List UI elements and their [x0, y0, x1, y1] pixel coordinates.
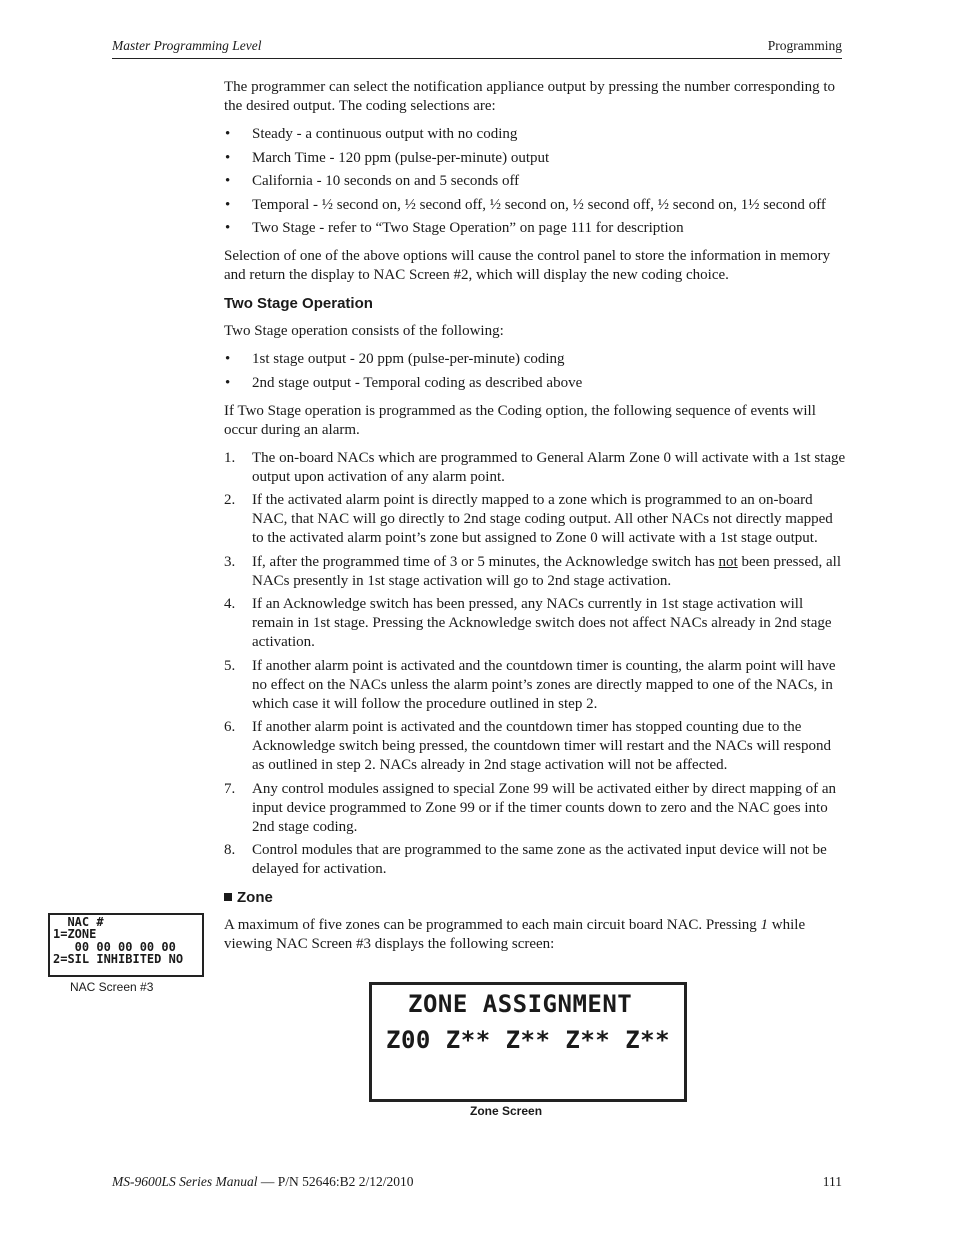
list-item [224, 841, 846, 879]
selection-paragraph: Selection of one of the above options will cause the control panel to store the information in memory and return the display to NAC Screen #2, which will display the new coding choice. [224, 248, 831, 283]
coding-options-list [224, 125, 846, 238]
list-item [224, 780, 846, 837]
sequence-intro: If Two Stage operation is programmed as the Coding option, the following sequence of events will occur during an alarm. [224, 402, 816, 438]
list-item [224, 718, 846, 775]
lcd-line: 2=SIL INHIBITED NO [53, 951, 184, 966]
two-stage-list [224, 350, 846, 393]
page-number: 111 [822, 1174, 842, 1189]
two-stage-intro: Two Stage operation consists of the following: [224, 323, 504, 339]
zone-text-after: while viewing NAC Screen #3 displays the following screen: [224, 917, 806, 952]
footer-manual-info [112, 1174, 414, 1190]
step-text: If another alarm point is activated and the countdown timer is counting, the alarm point will have no effect on the NACs unless the alarm point’s zones are directly mapped to one of the NACs, in which case it will follow the procedure outlined in step 2. [252, 657, 836, 712]
list-item [224, 553, 846, 591]
nac-screen-display [48, 913, 204, 977]
list-item: • March Time - 120 ppm (pulse-per-minute) output [224, 149, 846, 168]
list-item: • Two Stage - refer to “Two Stage Operation” on page 111 for description [224, 219, 846, 238]
intro-paragraph: The programmer can select the notification appliance output by pressing the number corresponding to the desired output. The coding selections are: [224, 79, 836, 114]
step-text-after: been pressed, all NACs presently in 1st stage activation will go to 2nd stage activation. [252, 553, 842, 589]
step-text: The on-board NACs which are programmed to General Alarm Zone 0 will activate with a 1st stage output upon activation of any alarm point. [252, 449, 846, 485]
zone-text-before: A maximum of five zones can be programmed to each main circuit board NAC. Pressing [224, 917, 761, 933]
list-item: • 2nd stage output - Temporal coding as described above [224, 374, 846, 393]
zone-screen-display [369, 982, 687, 1102]
step-number: 5. [224, 657, 236, 674]
step-number: 1. [224, 449, 236, 466]
step-number: 6. [224, 719, 236, 735]
step-text: If an Acknowledge switch has been pressed, any NACs currently in 1st stage activation will remain in 1st stage. Pressing the Acknowledge switch does not affect NACs already in 2nd stage activation. [252, 596, 832, 650]
footer-manual-title: MS-9600LS Series Manual [112, 1174, 258, 1189]
header-section-title: Master Programming Level [112, 38, 262, 53]
sequence-steps [224, 449, 846, 880]
main-content [224, 78, 846, 963]
list-item: • Temporal - ½ second on, ½ second off, ½ second on, ½ second off, ½ second on, 1½ second off [224, 196, 846, 215]
header-chapter: Programming [767, 38, 842, 53]
step-number: 3. [224, 553, 236, 570]
list-item: • 1st stage output - 20 ppm (pulse-per-minute) coding [224, 350, 846, 369]
step-number: 7. [224, 780, 236, 797]
step-number: 2. [224, 492, 236, 508]
list-item: • Steady - a continuous output with no coding [224, 125, 846, 144]
list-item [224, 595, 846, 652]
lcd-line: NAC # [53, 915, 104, 929]
step-text-underlined: not [718, 553, 738, 570]
two-stage-heading: Two Stage Operation [224, 295, 373, 312]
step-text: Any control modules assigned to special Zone 99 will be activated either by direct mapping of an input device programmed to Zone 99 or if the timer counts down to zero and the NAC goes into 2nd stage coding. [252, 780, 837, 835]
nac-screen-caption: NAC Screen #3 [70, 980, 154, 994]
zone-heading [224, 888, 846, 907]
square-bullet-icon [224, 893, 232, 901]
step-number: 8. [224, 842, 236, 858]
lcd-line: 00 00 00 00 00 [53, 939, 176, 954]
step-text: If another alarm point is activated and the countdown timer has stopped counting due to the Acknowledge switch being pressed, the countdown timer will restart and the NACs will respond as outlined in step 2. NACs already in 2nd stage activation will not be affected. [252, 719, 832, 773]
zone-key: 1 [760, 917, 769, 933]
zone-heading-text: Zone [237, 889, 273, 906]
lcd-line: ZONE ASSIGNMENT [408, 990, 633, 1018]
page-header [112, 38, 842, 59]
list-item [224, 657, 846, 714]
zone-paragraph [224, 916, 846, 954]
lcd-line: Z00 Z** Z** Z** Z** [386, 1026, 671, 1054]
footer-part-number: — P/N 52646:B2 2/12/2010 [257, 1174, 414, 1189]
step-text: If the activated alarm point is directly mapped to a zone which is programmed to an on-board NAC, that NAC will go directly to 2nd stage coding output. All other NACs not directly mapped to the activated alarm point’s zone but assigned to Zone 0 will activate with a 1st stage output. [252, 492, 833, 546]
step-text-before: If, after the programmed time of 3 or 5 minutes, the Acknowledge switch has [252, 553, 719, 570]
list-item: • California - 10 seconds on and 5 seconds off [224, 172, 846, 191]
zone-screen-caption: Zone Screen [470, 1104, 543, 1118]
list-item [224, 491, 846, 548]
step-text: Control modules that are programmed to the same zone as the activated input device will not be delayed for activation. [252, 842, 827, 877]
lcd-line: 1=ZONE [53, 927, 97, 942]
list-item [224, 449, 846, 487]
step-number: 4. [224, 596, 236, 612]
